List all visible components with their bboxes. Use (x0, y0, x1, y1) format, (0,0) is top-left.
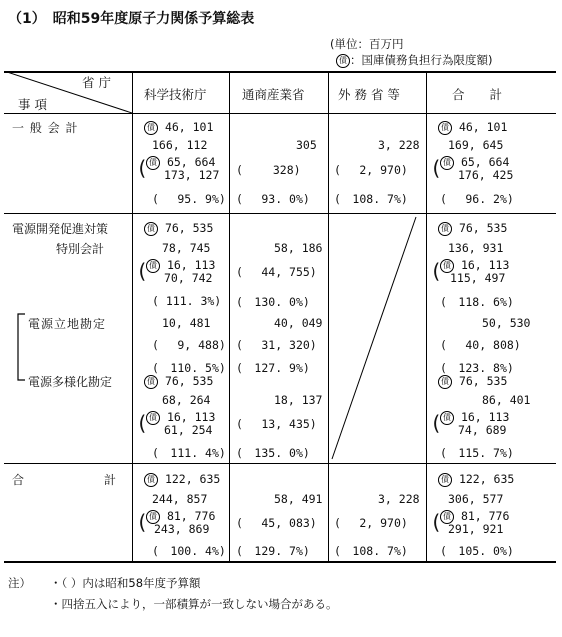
paren-open: ( (136, 411, 149, 435)
cell-value: 122, 635 (164, 472, 221, 486)
paren-open: ( (136, 259, 149, 283)
diversify-total-amount: 86, 401 (482, 393, 531, 407)
siting-total-prev: ( 40, 808) (440, 338, 521, 352)
general-mofa-prev: ( 2, 970) (334, 163, 408, 177)
total-mofa-amount: 3, 228 (378, 492, 420, 506)
total-total-bond (438, 472, 514, 487)
column-divider (426, 71, 427, 561)
special-miti-ratio: ( 130. 0%) (236, 295, 310, 309)
bond-mark-icon: 債 (440, 259, 454, 273)
siting-sta-ratio: ( 110. 5%) (152, 361, 226, 375)
general-total-ratio: ( 96. 2%) (440, 192, 514, 206)
cell-value: 65, 664 (166, 155, 216, 169)
siting-miti-amount: 40, 049 (274, 316, 323, 330)
total-sta-ratio: ( 100. 4%) (152, 544, 226, 558)
cell-value: 16, 113 (166, 258, 216, 272)
item-header: 事 項 (18, 97, 47, 112)
cell-value: 76, 535 (458, 374, 508, 388)
section-divider (4, 213, 556, 214)
siting-miti-prev: ( 31, 320) (236, 338, 317, 352)
cell-value: 16, 113 (166, 410, 216, 424)
bond-mark-icon: 債 (336, 54, 350, 68)
special-sta-bond (144, 221, 213, 236)
paren-open: ( (430, 510, 443, 534)
cell-value: 46, 101 (458, 120, 508, 134)
total-sta-bond (144, 472, 220, 487)
bond-mark-icon: 債 (144, 375, 158, 389)
diversify-total-bond (438, 374, 507, 389)
table-bottom-border (4, 561, 556, 563)
paren-open: ( (136, 156, 149, 180)
paren-open: ( (136, 510, 149, 534)
budget-table (4, 71, 556, 561)
total-sta-amount: 244, 857 (152, 492, 208, 506)
general-mofa-amount: 3, 228 (378, 138, 420, 152)
diversify-sta-ratio: ( 111. 4%) (152, 446, 226, 460)
bond-mark-icon: 債 (144, 222, 158, 236)
total-miti-amount: 58, 491 (274, 492, 323, 506)
bond-mark-icon: 債 (440, 411, 454, 425)
total-mofa-ratio: ( 108. 7%) (334, 544, 408, 558)
bond-mark-icon: 債 (438, 121, 452, 135)
bond-legend-text: ：国庫債務負担行為限度額 (350, 53, 488, 67)
bond-mark-icon: 債 (440, 156, 454, 170)
bond-mark-icon: 債 (440, 510, 454, 524)
cell-value: 46, 101 (164, 120, 214, 134)
unit-legend (330, 36, 493, 68)
col-header-miti: 通商産業省 (242, 87, 305, 102)
row-label-diversify: 電源多様化勘定 (28, 375, 113, 389)
bond-mark-icon: 債 (144, 473, 158, 487)
bond-mark-icon: 債 (438, 473, 452, 487)
general-total-amount: 169, 645 (448, 138, 504, 152)
diversify-miti-amount: 18, 137 (274, 393, 323, 407)
diversify-total-prev2: 74, 689 (458, 423, 507, 437)
cell-value: 76, 535 (164, 221, 214, 235)
special-total-bond (438, 221, 507, 236)
row-label-siting: 電源立地勘定 (28, 317, 107, 331)
special-total-prev2: 115, 497 (450, 271, 506, 285)
note-1: ・（ ）内は昭和58年度予算額 (50, 576, 201, 590)
siting-total-ratio: ( 123. 8%) (440, 361, 514, 375)
general-sta-bond (144, 120, 213, 135)
siting-miti-ratio: ( 127. 9%) (236, 361, 310, 375)
row-label-general: 一 般 会 計 (12, 121, 79, 135)
paren-open: ( (430, 156, 443, 180)
row-label-special-2: 特別会計 (56, 242, 105, 256)
special-miti-amount: 58, 186 (274, 241, 323, 255)
special-sta-ratio: ( 111. 3%) (152, 294, 222, 308)
total-miti-ratio: ( 129. 7%) (236, 544, 310, 558)
diversify-sta-prev2: 61, 254 (164, 423, 213, 437)
general-total-prev2: 176, 425 (458, 168, 514, 182)
special-sta-prev2: 70, 742 (164, 271, 213, 285)
column-divider (229, 71, 230, 561)
siting-sta-amount: 10, 481 (162, 316, 211, 330)
total-mofa-prev: ( 2, 970) (334, 516, 408, 530)
page-title: （1） 昭和59年度原子力関係予算総表 (8, 11, 255, 27)
special-total-ratio: ( 118. 6%) (440, 295, 514, 309)
cell-value: 76, 535 (458, 221, 508, 235)
row-label-special: 電源開発促進対策 (12, 222, 109, 236)
note-2: ・四捨五入により，一部積算が一致しない場合がある。 (50, 597, 338, 611)
paren-open: ( (430, 411, 443, 435)
total-total-amount: 306, 577 (448, 492, 504, 506)
row-label-total-2: 計 (104, 473, 117, 487)
general-miti-amount: 305 (296, 138, 317, 152)
sub-account-bracket (16, 313, 26, 381)
cell-value: 81, 776 (460, 509, 510, 523)
bond-mark-icon: 債 (438, 222, 452, 236)
cell-value: 81, 776 (166, 509, 216, 523)
general-mofa-ratio: ( 108. 7%) (334, 192, 408, 206)
col-header-total: 合 計 (452, 87, 503, 102)
bond-mark-icon: 債 (146, 156, 160, 170)
ministry-header: 省 庁 (82, 75, 111, 90)
unit-line: (単位：百万円 (330, 37, 404, 51)
general-miti-prev: ( 328) (236, 163, 301, 177)
bond-mark-icon: 債 (144, 121, 158, 135)
total-sta-prev2: 243, 869 (154, 522, 210, 536)
bond-mark-icon: 債 (146, 411, 160, 425)
cell-value: 122, 635 (458, 472, 515, 486)
siting-total-amount: 50, 530 (482, 316, 531, 330)
column-divider (132, 71, 133, 561)
bond-mark-icon: 債 (146, 259, 160, 273)
section-divider (4, 463, 556, 464)
siting-sta-prev: ( 9, 488) (152, 338, 226, 352)
general-sta-ratio: ( 95. 9%) (152, 192, 226, 206)
total-total-prev2: 291, 921 (448, 522, 504, 536)
bond-legend-line: 債 ：国庫債務負担行為限度額) (336, 52, 493, 68)
cell-value: 76, 535 (164, 374, 214, 388)
notes-label: 注） (8, 576, 31, 590)
cell-value: 16, 113 (460, 258, 510, 272)
total-miti-prev: ( 45, 083) (236, 516, 317, 530)
col-header-mofa: 外 務 省 等 (338, 87, 400, 102)
col-header-sta: 科学技術庁 (144, 87, 207, 102)
unit-text: 単位：百万円 (334, 37, 404, 51)
cell-value: 65, 664 (460, 155, 510, 169)
bond-mark-icon: 債 (146, 510, 160, 524)
general-miti-ratio: ( 93. 0%) (236, 192, 310, 206)
cell-value: 16, 113 (460, 410, 510, 424)
bond-mark-icon: 債 (438, 375, 452, 389)
diversify-miti-ratio: ( 135. 0%) (236, 446, 310, 460)
special-miti-prev: ( 44, 755) (236, 265, 317, 279)
diversify-sta-bond (144, 374, 213, 389)
general-sta-amount: 166, 112 (152, 138, 208, 152)
general-sta-prev2: 173, 127 (164, 168, 220, 182)
general-total-bond (438, 120, 507, 135)
special-sta-amount: 78, 745 (162, 241, 211, 255)
empty-cell-diagonal (328, 213, 426, 463)
diversify-miti-prev: ( 13, 435) (236, 417, 317, 431)
row-label-total: 合 (12, 473, 25, 487)
diversify-total-ratio: ( 115. 7%) (440, 446, 514, 460)
paren-open: ( (430, 259, 443, 283)
special-total-amount: 136, 931 (448, 241, 504, 255)
total-total-ratio: ( 105. 0%) (440, 544, 514, 558)
diversify-sta-amount: 68, 264 (162, 393, 211, 407)
